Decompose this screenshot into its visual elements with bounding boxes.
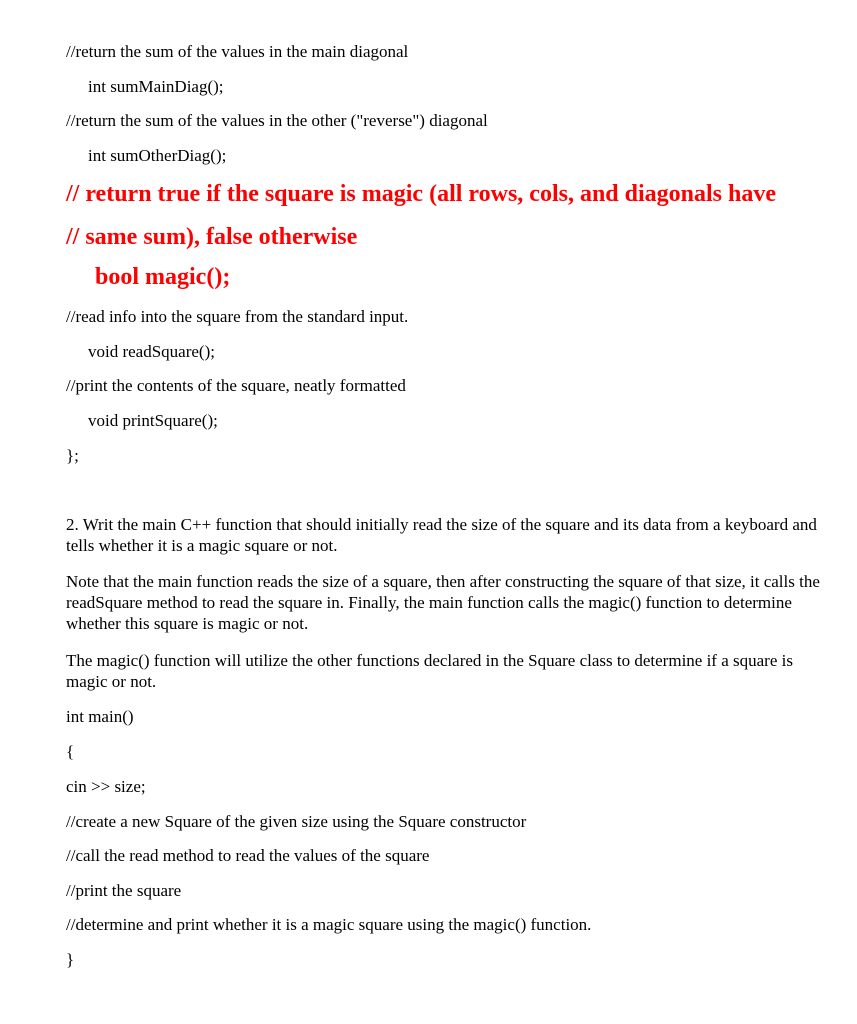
main-comment-print: //print the square <box>66 881 182 900</box>
task-paragraph-3: The magic() function will utilize the other functions declared in the Square class to determine if a square is magic or not. <box>66 651 793 691</box>
comment-other-diag: //return the sum of the values in the other ("reverse") diagonal <box>66 111 488 130</box>
main-comment-create: //create a new Square of the given size using the Square constructor <box>66 812 527 831</box>
main-cin-size: cin >> size; <box>66 777 146 796</box>
decl-magic: bool magic(); <box>95 264 231 290</box>
decl-sum-other-diag: int sumOtherDiag(); <box>88 146 227 165</box>
main-open-brace: { <box>66 742 75 761</box>
comment-magic-line-2: // same sum), false otherwise <box>66 224 358 250</box>
comment-magic-line-1: // return true if the square is magic (all rows, cols, and diagonals have <box>66 181 777 207</box>
class-close: }; <box>66 446 79 465</box>
task-paragraph-1: 2. Writ the main C++ function that should initially read the size of the square and its data from a keyboard and tells whether it is a magic square or not. <box>66 515 817 555</box>
comment-main-diag: //return the sum of the values in the main diagonal <box>66 42 409 61</box>
main-comment-determine: //determine and print whether it is a magic square using the magic() function. <box>66 915 592 934</box>
comment-read: //read info into the square from the standard input. <box>66 307 409 326</box>
decl-sum-main-diag: int sumMainDiag(); <box>88 77 224 96</box>
decl-read-square: void readSquare(); <box>88 342 215 361</box>
main-signature: int main() <box>66 707 134 726</box>
task-paragraph-2: Note that the main function reads the size of a square, then after constructing the square of that size, it calls the readSquare method to read the square in. Finally, the main function calls the magic() function to determine whether this square is magic or not. <box>66 572 820 633</box>
comment-print: //print the contents of the square, neatly formatted <box>66 376 406 395</box>
decl-print-square: void printSquare(); <box>88 411 218 430</box>
main-comment-call-read: //call the read method to read the values of the square <box>66 846 430 865</box>
main-close-brace: } <box>66 950 75 969</box>
